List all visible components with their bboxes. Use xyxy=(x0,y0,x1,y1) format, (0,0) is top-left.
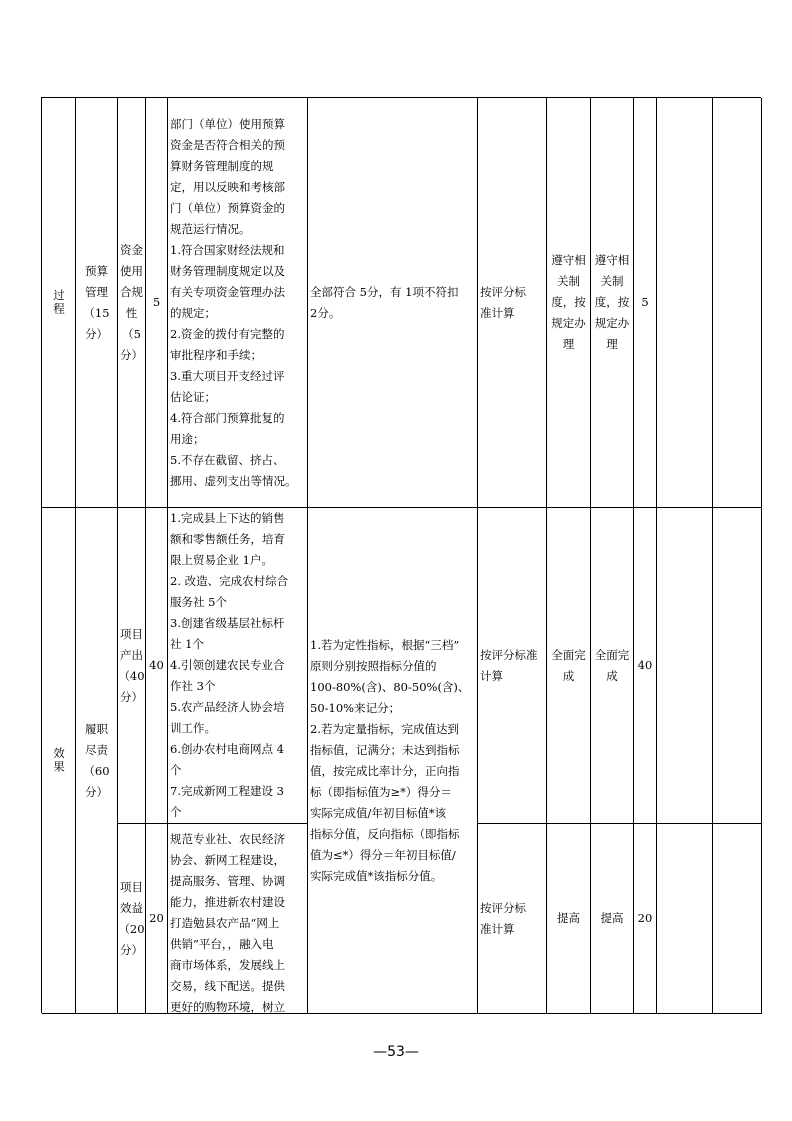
actual-line: 成 xyxy=(606,668,618,683)
method-line: 计算 xyxy=(480,668,503,683)
score-cell xyxy=(634,98,657,508)
level3-line: 分） xyxy=(120,689,143,704)
scoring-method xyxy=(478,824,547,1014)
description-line: 4.引领创建农民专业合 xyxy=(170,658,285,672)
criteria-line: 100-80%(含)、80-50%(含)、 xyxy=(310,679,470,694)
actual-value xyxy=(591,508,634,824)
description-line: 服务社 5个 xyxy=(170,595,227,609)
method-line: 按评分标 xyxy=(480,900,526,915)
deduction-reason-cell xyxy=(657,508,713,824)
score-value: 40 xyxy=(637,658,653,672)
description-line: 3.创建省级基层社标杆 xyxy=(170,616,285,630)
actual-line: 规定办 xyxy=(594,316,630,330)
target-line: 遵守相 xyxy=(551,253,586,267)
weight-cell xyxy=(146,98,168,508)
criteria-line: 指标值，记满分；未达到指标 xyxy=(310,742,460,757)
page-number: —53— xyxy=(373,1044,419,1060)
method-line: 准计算 xyxy=(480,305,515,320)
level3-line: 分） xyxy=(120,942,143,957)
actual-value xyxy=(591,98,634,508)
level1-effect-label: 效果 xyxy=(52,747,66,774)
description-line: 打造勉县农产品“网上 xyxy=(170,916,280,930)
target-line: 提高 xyxy=(557,911,580,925)
criteria-line: 指标分值，反向指标（即指标 xyxy=(310,826,460,841)
level3-line: 合规 xyxy=(120,284,143,299)
weight-value: 5 xyxy=(152,295,161,309)
level2-line: （60 xyxy=(83,763,110,778)
criteria-line: 2分。 xyxy=(310,305,341,320)
remark-cell xyxy=(713,98,762,508)
description-line: 规范专业社、农民经济 xyxy=(170,832,285,846)
level2-line: 分） xyxy=(85,326,108,341)
level3-project-benefit xyxy=(118,824,146,1014)
weight-cell xyxy=(146,824,168,1014)
level3-line: （40 xyxy=(118,668,145,683)
description-line: 交易，线下配送。提供 xyxy=(170,979,285,993)
description-line: 供销”平台，，融入电 xyxy=(170,937,274,951)
description-line: 6.创办农村电商网点 4 xyxy=(170,742,284,756)
level1-process-label: 过程 xyxy=(52,289,66,316)
actual-line: 关制 xyxy=(600,274,624,288)
remark-cell xyxy=(713,824,762,1014)
method-line: 按评分标准 xyxy=(480,647,538,662)
description-line: 7.完成新网工程建设 3 xyxy=(170,784,284,798)
score-value: 20 xyxy=(637,911,653,925)
description-line: 门（单位）预算资金的 xyxy=(170,200,285,215)
level2-duty-performance xyxy=(76,508,118,1014)
target-line: 理 xyxy=(562,337,575,351)
score-value: 5 xyxy=(641,295,649,309)
score-cell xyxy=(634,508,657,824)
description-line: 训工作。 xyxy=(170,721,216,735)
description-line: 算财务管理制度的规 xyxy=(170,158,274,173)
description-line: 2.资金的拨付有完整的 xyxy=(170,326,285,341)
criteria-line: 1.若为定性指标，根据“三档” xyxy=(310,637,460,652)
level3-line: 性 xyxy=(125,305,138,320)
indicator-description xyxy=(168,98,308,508)
description-line: 4.符合部门预算批复的 xyxy=(170,410,285,425)
description-line: 个 xyxy=(170,763,182,777)
description-line: 财务管理制度规定以及 xyxy=(170,263,285,278)
description-line: 定，用以反映和考核部 xyxy=(170,179,285,194)
target-value xyxy=(547,824,591,1014)
level3-line: 分） xyxy=(120,347,143,362)
weight-value: 20 xyxy=(149,911,164,925)
description-line: 更好的购物环境，树立 xyxy=(170,1000,285,1014)
target-value xyxy=(547,98,591,508)
target-line: 全面完 xyxy=(551,647,586,662)
criteria-line: 2.若为定量指标，完成值达到 xyxy=(310,721,459,736)
description-line: 提高服务、管理、协调 xyxy=(170,874,285,888)
scoring-method xyxy=(478,508,547,824)
scoring-method xyxy=(478,98,547,508)
description-line: 作社 3个 xyxy=(170,679,216,693)
description-line: 的规定； xyxy=(170,305,216,320)
description-line: 额和零售额任务，培育 xyxy=(170,532,285,546)
level3-line: 使用 xyxy=(120,263,143,278)
description-line: 2. 改造、完成农村综合 xyxy=(170,574,289,588)
level3-line: （20 xyxy=(118,921,145,936)
score-cell xyxy=(634,824,657,1014)
level3-line: 效益 xyxy=(120,900,143,915)
description-line: 5.不存在截留、挤占、 xyxy=(170,452,285,467)
level2-line: 尽责 xyxy=(85,742,108,757)
scoring-criteria xyxy=(308,98,478,508)
level3-line: （5 xyxy=(122,326,141,341)
level2-line: （15 xyxy=(83,305,110,320)
actual-line: 提高 xyxy=(600,911,624,925)
target-value xyxy=(547,508,591,824)
weight-value: 40 xyxy=(149,658,164,672)
target-line: 度，按 xyxy=(551,295,586,309)
level2-line: 管理 xyxy=(85,284,108,299)
level3-line: 项目 xyxy=(120,879,143,894)
actual-line: 度，按 xyxy=(594,295,630,309)
remark-cell xyxy=(713,508,762,824)
deduction-reason-cell xyxy=(657,98,713,508)
criteria-line: 实际完成值/年初目标值*该 xyxy=(310,805,447,820)
level3-project-output xyxy=(118,508,146,824)
criteria-line: 值为≤*）得分＝年初目标值/ xyxy=(310,847,456,862)
method-line: 按评分标 xyxy=(480,284,526,299)
description-line: 社 1个 xyxy=(170,637,204,651)
description-line: 规范运行情况。 xyxy=(170,221,251,236)
target-line: 关制 xyxy=(557,274,580,288)
description-line: 1.完成县上下达的销售 xyxy=(170,511,285,525)
description-line: 5.农产品经济人协会培 xyxy=(170,700,285,714)
weight-cell xyxy=(146,508,168,824)
level2-line: 预算 xyxy=(85,263,108,278)
description-line: 限上贸易企业 1户。 xyxy=(170,553,273,567)
level1-effect xyxy=(42,508,76,1014)
description-line: 个 xyxy=(170,805,182,819)
actual-value xyxy=(591,824,634,1014)
indicator-description xyxy=(168,508,308,824)
description-line: 商市场体系，发展线上 xyxy=(170,958,285,972)
level1-process xyxy=(42,98,76,508)
scoring-criteria xyxy=(308,508,478,1014)
description-line: 3.重大项目开支经过评 xyxy=(170,368,285,383)
indicator-description xyxy=(168,824,308,1014)
evaluation-table xyxy=(41,97,761,1013)
criteria-line: 值，按完成比率计分，正向指 xyxy=(310,763,460,778)
description-line: 有关专项资金管理办法 xyxy=(170,284,285,299)
level3-line: 项目 xyxy=(120,626,143,641)
description-line: 协会、新网工程建设， xyxy=(170,853,285,867)
description-line: 1.符合国家财经法规和 xyxy=(170,242,285,257)
description-line: 部门（单位）使用预算 xyxy=(170,116,285,131)
description-line: 能力，推进新农村建设 xyxy=(170,895,285,909)
description-line: 审批程序和手续； xyxy=(170,347,262,362)
criteria-line: 50-10%来记分； xyxy=(310,700,401,715)
criteria-line: 实际完成值*该指标分值。 xyxy=(310,868,443,883)
target-line: 成 xyxy=(562,668,575,683)
actual-line: 遵守相 xyxy=(594,253,630,267)
level3-line: 资金 xyxy=(120,242,143,257)
criteria-line: 标（即指标值为≥*）得分＝ xyxy=(310,784,452,799)
method-line: 准计算 xyxy=(480,921,515,936)
actual-line: 理 xyxy=(606,337,618,351)
deduction-reason-cell xyxy=(657,824,713,1014)
description-line: 估论证； xyxy=(170,389,216,404)
level2-line: 履职 xyxy=(85,721,108,736)
level2-line: 分） xyxy=(85,784,108,799)
target-line: 规定办 xyxy=(551,316,586,330)
description-line: 挪用、虚列支出等情况。 xyxy=(170,473,297,488)
level3-line: 产出 xyxy=(120,647,143,662)
description-line: 资金是否符合相关的预 xyxy=(170,137,285,152)
criteria-line: 原则分别按照指标分值的 xyxy=(310,658,437,673)
actual-line: 全面完 xyxy=(594,647,630,662)
description-line: 用途； xyxy=(170,431,205,446)
level3-fund-compliance xyxy=(118,98,146,508)
criteria-line: 全部符合 5分，有 1项不符扣 xyxy=(310,284,459,299)
level2-budget-management xyxy=(76,98,118,508)
